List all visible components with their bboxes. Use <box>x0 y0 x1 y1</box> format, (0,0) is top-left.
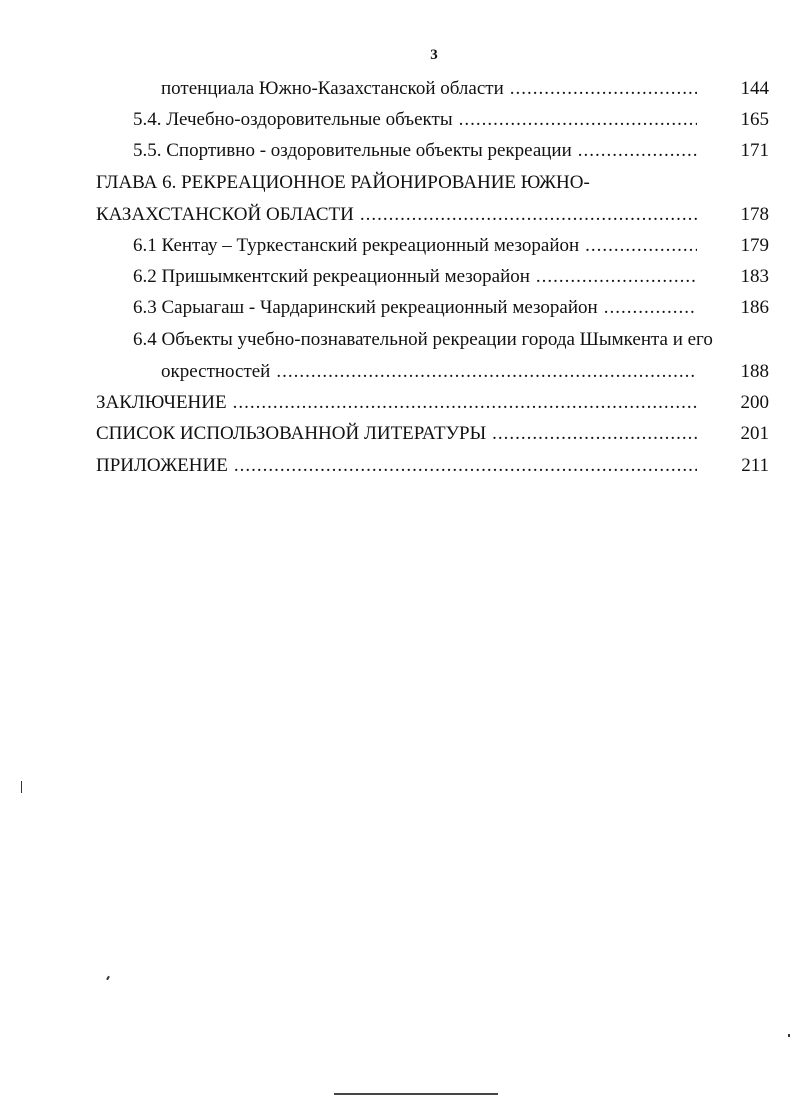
toc-entry-page: 144 <box>740 78 769 99</box>
toc-entry-text: окрестностей <box>161 361 271 382</box>
toc-entry-page: 179 <box>740 235 769 256</box>
toc-entry-text: 6.1 Кентау – Туркестанский рекреационный мезорайон <box>133 235 580 256</box>
toc-entry-page: 165 <box>740 109 769 130</box>
toc-entry-conclusion <box>96 389 769 417</box>
toc-leader-dots <box>233 389 697 417</box>
toc-entry-page: 178 <box>740 204 769 225</box>
toc-entry-potential <box>161 75 769 103</box>
scan-artifact-mark <box>21 781 22 793</box>
toc-entry-text: КАЗАХСТАНСКОЙ ОБЛАСТИ <box>96 204 354 225</box>
toc-entry-6-4 <box>161 358 769 386</box>
toc-leader-dots <box>510 75 697 103</box>
toc-entry-page: 211 <box>741 455 769 476</box>
toc-entry-text: 5.4. Лечебно-оздоровительные объекты <box>133 109 453 130</box>
toc-leader-dots <box>604 294 697 322</box>
scan-artifact-mark <box>106 976 110 980</box>
toc-entry-text: 5.5. Спортивно - оздоровительные объекты рекреации <box>133 140 572 161</box>
toc-leader-dots <box>578 137 697 165</box>
toc-entry-6-2 <box>133 263 769 291</box>
toc-section-6-4-title: 6.4 Объекты учебно-познавательной рекреации города Шымкента и его <box>133 329 713 350</box>
bottom-rule-line <box>334 1093 498 1095</box>
toc-leader-dots <box>360 201 697 229</box>
toc-entry-appendix <box>96 452 769 480</box>
toc-entry-text: 6.2 Пришымкентский рекреационный мезорайон <box>133 266 530 287</box>
toc-leader-dots <box>276 358 697 386</box>
toc-entry-text: СПИСОК ИСПОЛЬЗОВАННОЙ ЛИТЕРАТУРЫ <box>96 423 487 444</box>
toc-leader-dots <box>536 263 697 291</box>
scan-artifact-mark <box>788 1034 790 1037</box>
toc-entry-page: 183 <box>740 266 769 287</box>
toc-entry-page: 200 <box>740 392 769 413</box>
toc-entry-5-5 <box>133 137 769 165</box>
toc-leader-dots <box>585 232 697 260</box>
toc-entry-text: ЗАКЛЮЧЕНИЕ <box>96 392 227 413</box>
toc-entry-page: 188 <box>740 361 769 382</box>
toc-leader-dots <box>459 106 697 134</box>
toc-entry-text: потенциала Южно-Казахстанской области <box>161 78 504 99</box>
toc-entry-text: 6.3 Сарыагаш - Чардаринский рекреационный мезорайон <box>133 297 598 318</box>
toc-chapter-6-title: ГЛАВА 6. РЕКРЕАЦИОННОЕ РАЙОНИРОВАНИЕ ЮЖНО- <box>96 172 590 193</box>
toc-entry-literature <box>96 420 769 448</box>
page-number: 3 <box>430 47 438 63</box>
toc-entry-page: 171 <box>740 140 769 161</box>
toc-entry-chapter-6 <box>96 201 769 229</box>
toc-entry-6-3 <box>133 294 769 322</box>
toc-leader-dots <box>234 452 697 480</box>
toc-entry-6-1 <box>133 232 769 260</box>
toc-entry-5-4 <box>133 106 769 134</box>
toc-leader-dots <box>492 420 697 448</box>
toc-entry-page: 186 <box>740 297 769 318</box>
toc-entry-page: 201 <box>740 423 769 444</box>
toc-entry-text: ПРИЛОЖЕНИЕ <box>96 455 228 476</box>
